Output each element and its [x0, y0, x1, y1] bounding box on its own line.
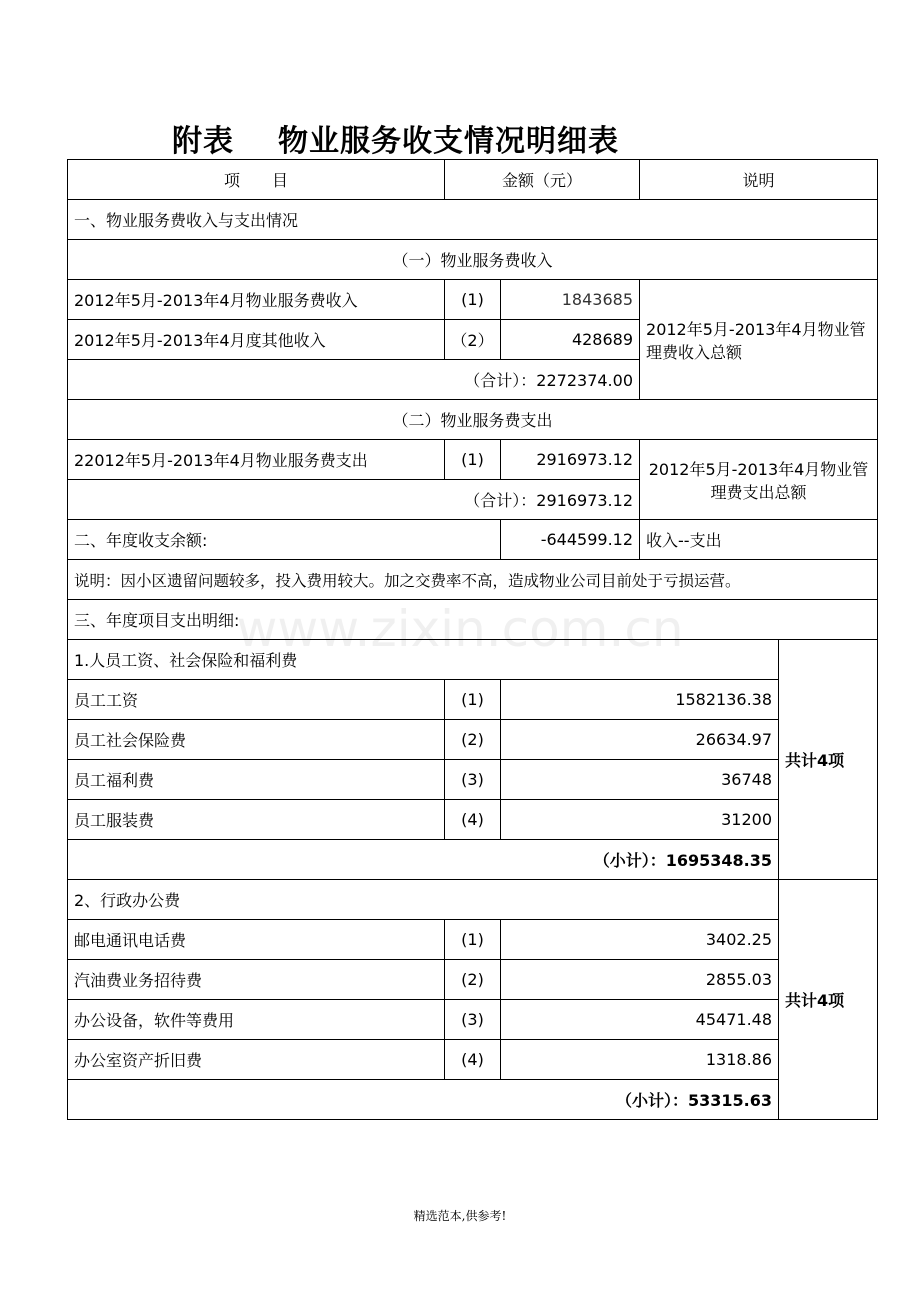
row-label: 22012年5月-2013年4月物业服务费支出 [68, 440, 445, 480]
header-item: 项 目 [68, 160, 445, 200]
header-note: 说明 [640, 160, 878, 200]
row-label: 员工社会保险费 [68, 720, 445, 760]
table-row [68, 920, 878, 960]
document-title [0, 112, 920, 162]
expense-note: 2012年5月-2013年4月物业管理费支出总额 [640, 440, 878, 520]
table-row [68, 760, 878, 800]
row-amount: 1843685 [501, 280, 640, 320]
row-label: 2012年5月-2013年4月物业服务费收入 [68, 280, 445, 320]
income-note: 2012年5月-2013年4月物业管理费收入总额 [640, 280, 878, 400]
row-label: 员工工资 [68, 680, 445, 720]
row-no: (1) [445, 280, 501, 320]
row-amount: 26634.97 [501, 720, 779, 760]
row-no: (3) [445, 1000, 501, 1040]
row-label: 办公室资产折旧费 [68, 1040, 445, 1080]
section2-title: 二、年度收支余额: [68, 520, 501, 560]
row-amount: 31200 [501, 800, 779, 840]
table-row [68, 280, 878, 320]
income-total: （合计）：2272374.00 [68, 360, 640, 400]
row-no: (4) [445, 800, 501, 840]
header-amount: 金额（元） [445, 160, 640, 200]
group-note: 共计4项 [779, 880, 878, 1120]
row-no: (2) [445, 720, 501, 760]
section3-title: 三、年度项目支出明细: [68, 600, 878, 640]
row-amount: 1318.86 [501, 1040, 779, 1080]
balance-note: 收入--支出 [640, 520, 878, 560]
expense-table [67, 159, 878, 1120]
page-footer: 精选范本,供参考! [413, 1209, 507, 1223]
row-amount: 2916973.12 [501, 440, 640, 480]
row-label: 邮电通讯电话费 [68, 920, 445, 960]
row-amount: 45471.48 [501, 1000, 779, 1040]
row-label: 员工服装费 [68, 800, 445, 840]
row-no: （2） [445, 320, 501, 360]
watermark: www.zixin.com.cn [236, 600, 684, 658]
row-label: 2012年5月-2013年4月度其他收入 [68, 320, 445, 360]
table-row [68, 680, 878, 720]
section1-title: 一、物业服务费收入与支出情况 [68, 200, 878, 240]
row-no: (2) [445, 960, 501, 1000]
group-note: 共计4项 [779, 640, 878, 880]
row-amount: 36748 [501, 760, 779, 800]
expense-title: （二）物业服务费支出 [68, 400, 878, 440]
table-row [68, 1040, 878, 1080]
table-row [68, 440, 878, 480]
row-no: (3) [445, 760, 501, 800]
row-amount: 428689 [501, 320, 640, 360]
row-no: (1) [445, 920, 501, 960]
income-title: （一）物业服务费收入 [68, 240, 878, 280]
row-amount: 1582136.38 [501, 680, 779, 720]
row-label: 汽油费业务招待费 [68, 960, 445, 1000]
group-subtotal: （小计）：53315.63 [68, 1080, 779, 1120]
header-row [68, 160, 878, 200]
table-row [68, 720, 878, 760]
row-no: (1) [445, 440, 501, 480]
group-title: 1.人员工资、社会保险和福利费 [68, 640, 779, 680]
table-row [68, 960, 878, 1000]
table-row [68, 800, 878, 840]
expense-total: （合计）：2916973.12 [68, 480, 640, 520]
row-amount: 3402.25 [501, 920, 779, 960]
group-title: 2、行政办公费 [68, 880, 779, 920]
row-amount: 2855.03 [501, 960, 779, 1000]
row-label: 办公设备，软件等费用 [68, 1000, 445, 1040]
group-subtotal: （小计）：1695348.35 [68, 840, 779, 880]
balance-amount: -644599.12 [501, 520, 640, 560]
row-label: 员工福利费 [68, 760, 445, 800]
title-main: 物业服务收支情况明细表 [278, 124, 619, 159]
table-row [68, 1000, 878, 1040]
row-no: (1) [445, 680, 501, 720]
row-no: (4) [445, 1040, 501, 1080]
balance-row [68, 520, 878, 560]
title-prefix: 附表 [172, 124, 234, 159]
remark: 说明：因小区遗留问题较多，投入费用较大。加之交费率不高，造成物业公司目前处于亏损运营。 [68, 560, 878, 600]
